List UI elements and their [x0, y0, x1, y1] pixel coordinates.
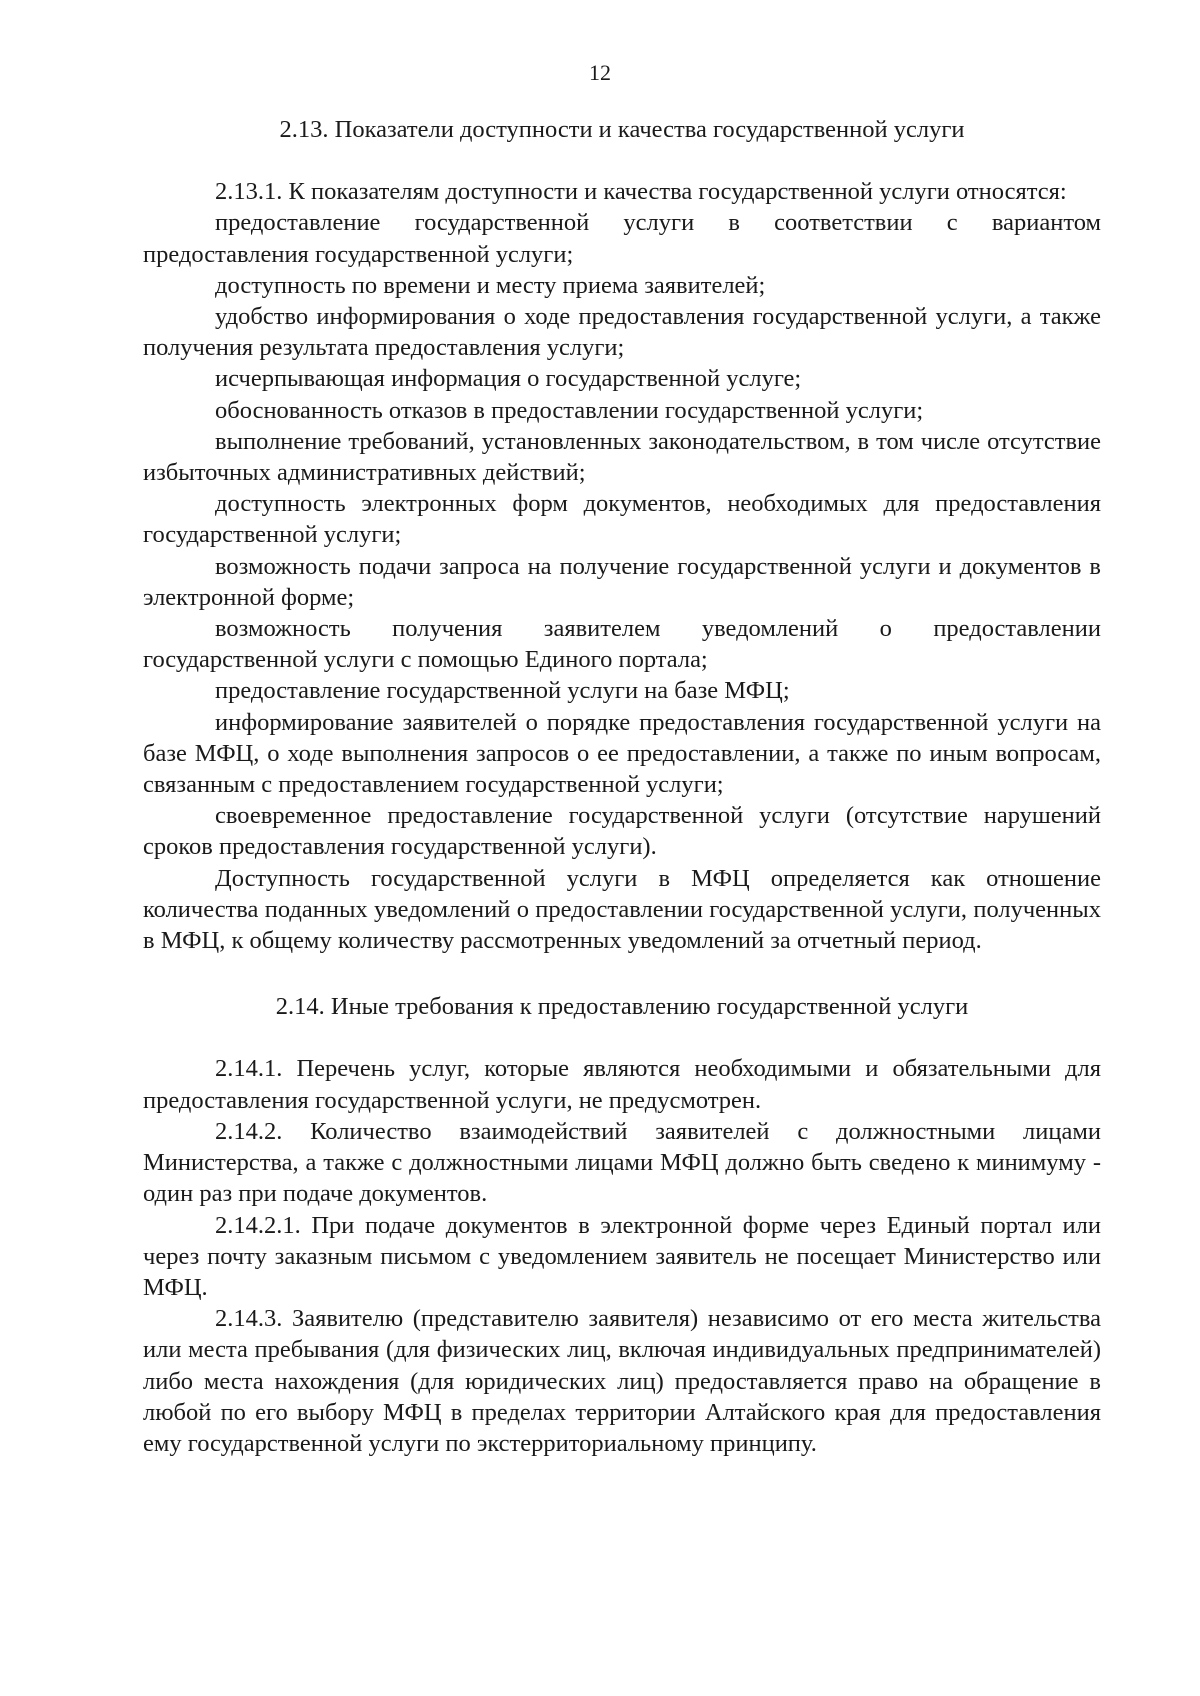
list-item: исчерпывающая информация о государственной услуге;	[215, 365, 802, 393]
list-item: возможность получения заявителем уведомлений о предоставлении государственной услуги с помощью Единого портала;	[143, 615, 1101, 674]
section-2-14-heading: 2.14. Иные требования к предоставлению государственной услуги	[275, 993, 969, 1021]
list-item: информирование заявителей о порядке предоставления государственной услуги на базе МФЦ, о ходе выполнения запросов о ее предоставлении, а также по иным вопросам, связанным с предоставлением государственной услуги;	[143, 708, 1101, 799]
spacer	[143, 956, 1101, 991]
paragraph-2-14-3: 2.14.3. Заявителю (представителю заявителя) независимо от его места жительства или места пребывания (для физических лиц, включая индивидуальных предпринимателей) либо места нахождения (для юридических лиц) предоставляется право на обращение в любой по его выбору МФЦ в пределах территории Алтайского края для предоставления ему государственной услуги по экстерриториальному принципу.	[143, 1305, 1101, 1457]
paragraph-2-14-2-1: 2.14.2.1. При подаче документов в электронной форме через Единый портал или через почту заказным письмом с уведомлением заявитель не посещает Министерство или МФЦ.	[143, 1211, 1101, 1301]
paragraph-2-14-1: 2.14.1. Перечень услуг, которые являются необходимыми и обязательными для предоставления государственной услуги, не предусмотрен.	[143, 1055, 1101, 1114]
section-2-13-heading: 2.13. Показатели доступности и качества государственной услуги	[279, 116, 965, 143]
list-item: возможность подачи запроса на получение государственной услуги и документов в электронной форме;	[143, 552, 1101, 611]
list-item: удобство информирования о ходе предоставления государственной услуги, а также получения результата предоставления услуги;	[143, 303, 1101, 362]
list-item: доступность электронных форм документов, необходимых для предоставления государственной услуги;	[143, 490, 1101, 549]
spacer	[143, 1022, 1101, 1053]
list-item: своевременное предоставление государственной услуги (отсутствие нарушений сроков предоставления государственной услуги).	[143, 802, 1101, 861]
list-item: предоставление государственной услуги на базе МФЦ;	[215, 677, 790, 705]
list-item: выполнение требований, установленных законодательством, в том числе отсутствие избыточных административных действий;	[143, 427, 1101, 487]
paragraph-2-13-1: 2.13.1. К показателям доступности и качества государственной услуги относятся:	[215, 178, 1067, 206]
list-item: предоставление государственной услуги в соответствии с вариантом предоставления государственной услуги;	[143, 209, 1101, 268]
paragraph-availability-definition: Доступность государственной услуги в МФЦ определяется как отношение количества поданных уведомлений о предоставлении государственной услуги, полученных в МФЦ, к общему количеству рассмотренных уведомлений за отчетный период.	[143, 864, 1101, 955]
paragraph-2-14-2: 2.14.2. Количество взаимодействий заявителей с должностными лицами Министерства, а также с должностными лицами МФЦ должно быть сведено к минимуму - один раз при подаче документов.	[143, 1117, 1101, 1208]
spacer	[143, 145, 1101, 176]
list-item: доступность по времени и месту приема заявителей;	[215, 271, 766, 299]
page-content	[143, 114, 1101, 1459]
list-item: обоснованность отказов в предоставлении государственной услуги;	[215, 396, 924, 424]
page-number: 12	[589, 60, 611, 85]
